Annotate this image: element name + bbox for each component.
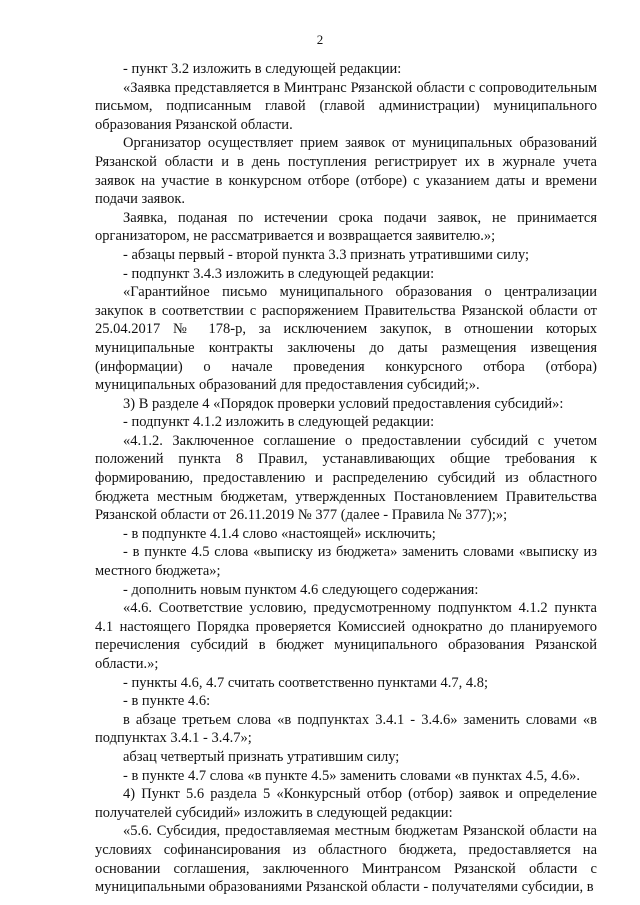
paragraph-5: - абзацы первый - второй пункта 3.3 признать утратившими силу; (123, 246, 530, 263)
paragraph-8: 3) В разделе 4 «Порядок проверки условий предоставления субсидий»: (123, 395, 564, 412)
paragraph-19: - в пункте 4.7 слова «в пункте 4.5» заменить словами «в пунктах 4.5, 4.6». (123, 767, 581, 784)
paragraph-15: - пункты 4.6, 4.7 считать соответственно пунктами 4.7, 4.8; (123, 674, 489, 691)
paragraph-3: Организатор осуществляет прием заявок от муниципальных образований Рязанской области и в день поступления регистрирует их в журнале учета заявок на участие в конкурсном отборе (отборе) с указанием даты и времени подачи заявок. (95, 135, 597, 208)
paragraph-4: Заявка, поданая по истечении срока подачи заявок, не принимается организатором, не рассматривается и возвращается заявителю.»; (95, 209, 597, 245)
paragraph-20: 4) Пункт 5.6 раздела 5 «Конкурсный отбор (отбор) заявок и определение получателей субсидий» изложить в следующей редакции: (95, 786, 597, 821)
paragraph-21: «5.6. Субсидия, предоставляемая местным бюджетам Рязанской области на условиях софинансирования из областного бюджета, предоставляется на основании соглашения, заключенного Минтрансом Рязанской области с муниципальными образованиями Рязанской области - получателями субсидии, в (95, 823, 597, 896)
paragraph-13: - дополнить новым пунктом 4.6 следующего содержания: (123, 581, 479, 598)
paragraph-16: - в пункте 4.6: (123, 693, 211, 710)
paragraph-9: - подпункт 4.1.2 изложить в следующей редакции: (123, 414, 435, 431)
paragraph-1: - пункт 3.2 изложить в следующей редакции: (123, 61, 402, 77)
paragraph-7: «Гарантийное письмо муниципального образования о централизации закупок в соответствии с распоряжением Правительства Рязанской области от 25.04.2017 № 178-р, за исключением закупок, в отношении которых муниципальные контракты заключены до даты размещения извещения (информации) о начале проведения конкурсного отбора (отбора) муниципальных образований для предоставления субсидий;». (95, 284, 597, 394)
document-body (95, 60, 597, 897)
paragraph-14: «4.6. Соответствие условию, предусмотренному подпунктом 4.1.2 пункта 4.1 настоящего Порядка проверяется Комиссией однократно до планируемого перечисления субсидий в бюджет муниципального образования Рязанской области.»; (95, 600, 597, 672)
paragraph-18: абзац четвертый признать утратившим силу; (123, 748, 400, 765)
paragraph-10: «4.1.2. Заключенное соглашение о предоставлении субсидий с учетом положений пункта 8 Правил, устанавливающих общие требования к формированию, предоставлению и распределению субсидий из областного бюджета местным бюджетам, утвержденных Постановлением Правительства Рязанской области от 26.11.2019 № 377 (далее - Правила № 377);»; (95, 432, 597, 524)
paragraph-2: «Заявка представляется в Минтранс Рязанской области с сопроводительным письмом, подписанным главой (главой администрации) муниципального образования Рязанской области. (95, 79, 597, 133)
paragraph-17: в абзаце третьем слова «в подпунктах 3.4.1 - 3.4.6» заменить словами «в подпунктах 3.4.1 - 3.4.7»; (95, 711, 597, 747)
paragraph-12: - в пункте 4.5 слова «выписку из бюджета» заменить словами «выписку из местного бюджета»; (95, 544, 597, 580)
paragraph-11: - в подпункте 4.1.4 слово «настоящей» исключить; (123, 525, 436, 542)
page-number: 2 (316, 32, 324, 47)
paragraph-6: - подпункт 3.4.3 изложить в следующей редакции: (123, 265, 435, 282)
